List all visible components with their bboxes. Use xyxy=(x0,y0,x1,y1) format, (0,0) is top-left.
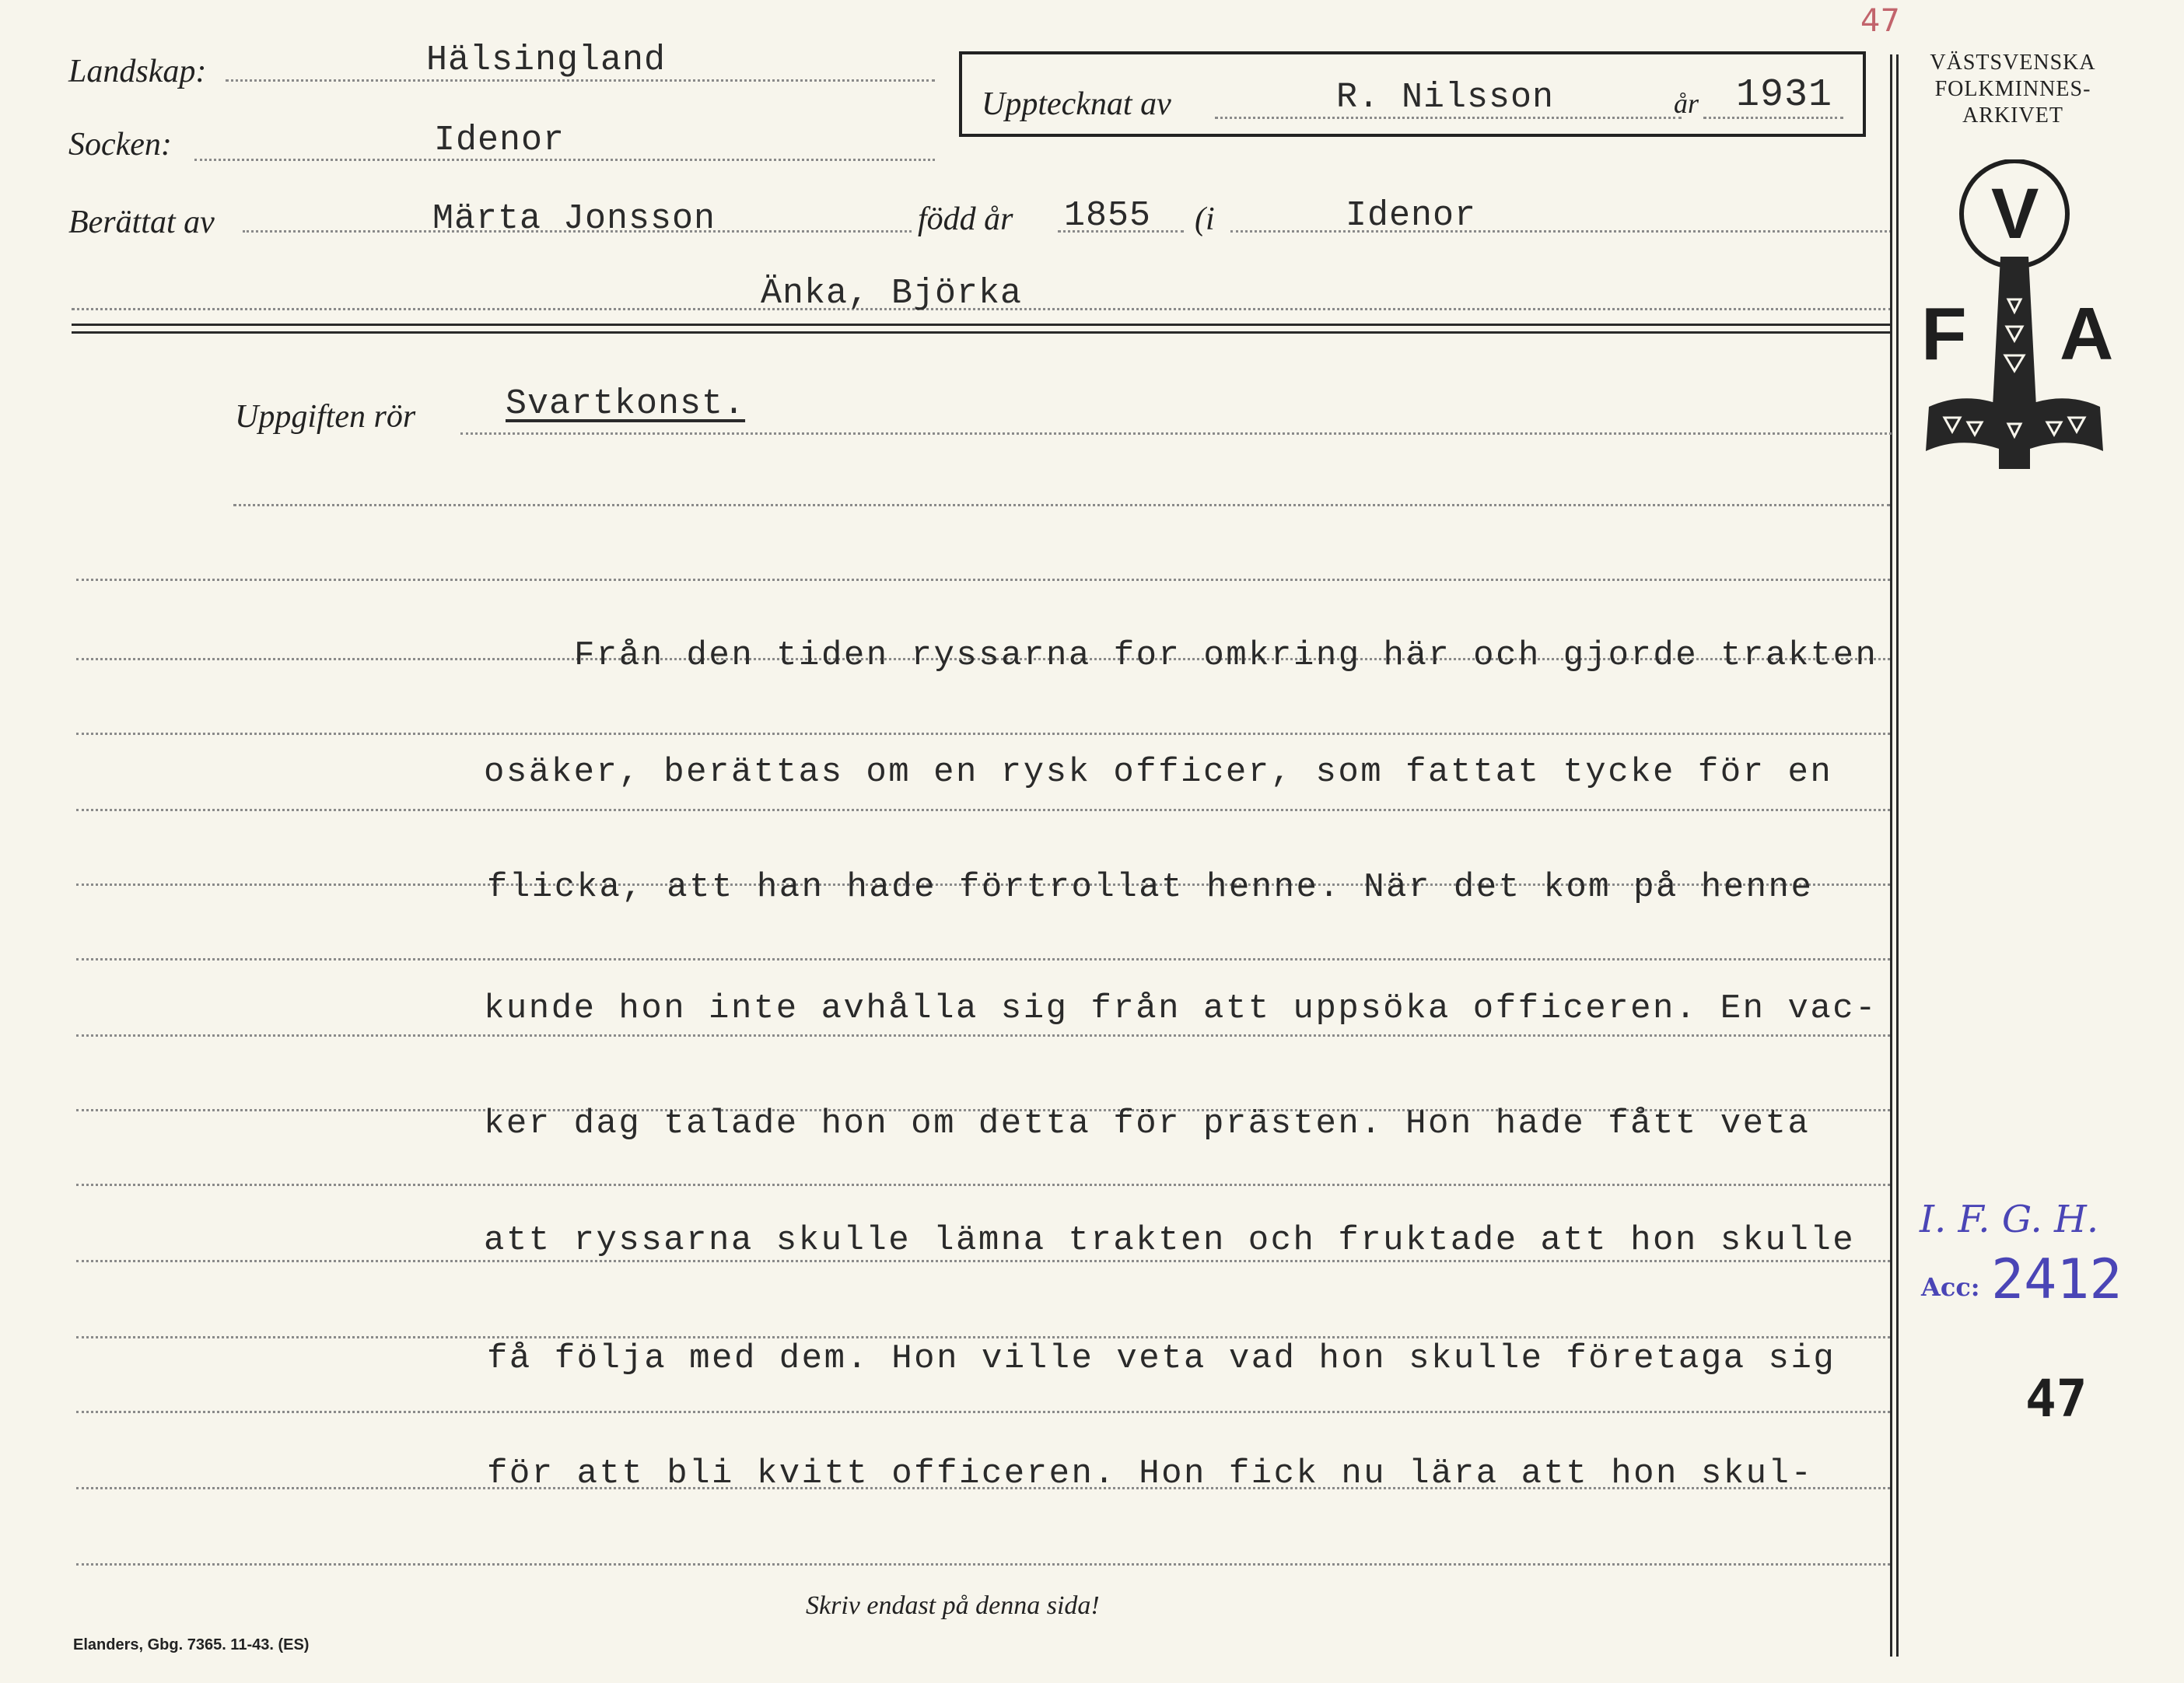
ruled-line xyxy=(76,1411,1890,1413)
sheet-number: 47 xyxy=(2025,1369,2088,1429)
uppteck-label: Upptecknat av xyxy=(982,86,1171,122)
logo-letter-a: A xyxy=(2060,292,2114,376)
ruled-line xyxy=(76,809,1890,811)
i-underline xyxy=(1230,230,1892,233)
archive-line-3: ARKIVET xyxy=(1962,103,2063,128)
uppteck-value: R. Nilsson xyxy=(1336,78,1555,117)
landskap-label: Landskap: xyxy=(68,54,207,89)
archive-line-1: VÄSTSVENSKA xyxy=(1930,51,2096,75)
ar-label: år xyxy=(1674,88,1699,119)
subject-value: Svartkonst. xyxy=(506,384,746,424)
berattat-value: Märta Jonsson xyxy=(432,199,716,239)
body-line-5: ker dag talade hon om detta för prästen. Hon hade fått veta xyxy=(484,1104,1811,1143)
ruled-line xyxy=(76,579,1890,581)
page-mark: 47 xyxy=(1860,3,1900,39)
logo-letter-v: V xyxy=(1991,174,2039,254)
archive-line-2: FOLKMINNES- xyxy=(1934,77,2091,101)
sidebar-divider-right xyxy=(1896,54,1899,1657)
ruled-line xyxy=(76,1336,1890,1338)
socken-label: Socken: xyxy=(68,127,172,163)
footer-note: Skriv endast på denna sida! xyxy=(806,1591,1100,1620)
ruled-line xyxy=(233,504,1890,506)
sidebar-divider-left xyxy=(1890,54,1892,1657)
archive-title xyxy=(1920,50,2106,129)
socken-value: Idenor xyxy=(434,121,565,160)
ruled-line xyxy=(76,1563,1890,1566)
fodd-label: född år xyxy=(918,201,1013,237)
extra-value: Änka, Björka xyxy=(761,274,1023,313)
ar-value: 1931 xyxy=(1736,73,1833,117)
archive-stamp-line-1: I. F. G. H. xyxy=(1920,1198,2099,1241)
body-line-2: osäker, berättas om en rysk officer, som fattat tycke för en xyxy=(484,753,1833,792)
archive-stamp-acc-label: Acc: xyxy=(1921,1272,1980,1302)
landskap-value: Hälsingland xyxy=(426,40,667,80)
ruled-line xyxy=(76,1034,1890,1037)
logo-letter-f: F xyxy=(1921,292,1967,376)
printer-mark: Elanders, Gbg. 7365. 11-43. (ES) xyxy=(73,1636,310,1653)
i-value: Idenor xyxy=(1346,196,1477,236)
fodd-value: 1855 xyxy=(1064,196,1152,236)
ruled-line xyxy=(76,733,1890,735)
body-line-3: flicka, att han hade förtrollat henne. När det kom på henne xyxy=(487,868,1814,907)
subject-label: Uppgiften rör xyxy=(235,399,416,435)
body-line-4: kunde hon inte avhålla sig från att uppsöka officeren. En vac- xyxy=(484,989,1878,1028)
ruled-line xyxy=(76,1184,1890,1186)
ruled-line xyxy=(76,1260,1890,1262)
header-rule-bottom xyxy=(72,331,1892,334)
archive-stamp-acc-number: 2412 xyxy=(1991,1247,2123,1311)
header-rule-top xyxy=(72,324,1892,326)
body-line-6: att ryssarna skulle lämna trakten och fruktade att hon skulle xyxy=(484,1221,1856,1260)
body-line-8: för att bli kvitt officeren. Hon fick nu lära att hon skul- xyxy=(487,1454,1814,1493)
body-line-1: Från den tiden ryssarna for omkring här och gjorde trakten xyxy=(574,636,1878,675)
berattat-label: Berättat av xyxy=(68,205,215,240)
i-label: (i xyxy=(1195,201,1215,237)
ruled-line xyxy=(76,958,1890,960)
body-line-7: få följa med dem. Hon ville veta vad hon skulle företaga sig xyxy=(487,1339,1836,1378)
subject-underline xyxy=(460,432,1892,435)
archive-logo xyxy=(1913,159,2116,478)
